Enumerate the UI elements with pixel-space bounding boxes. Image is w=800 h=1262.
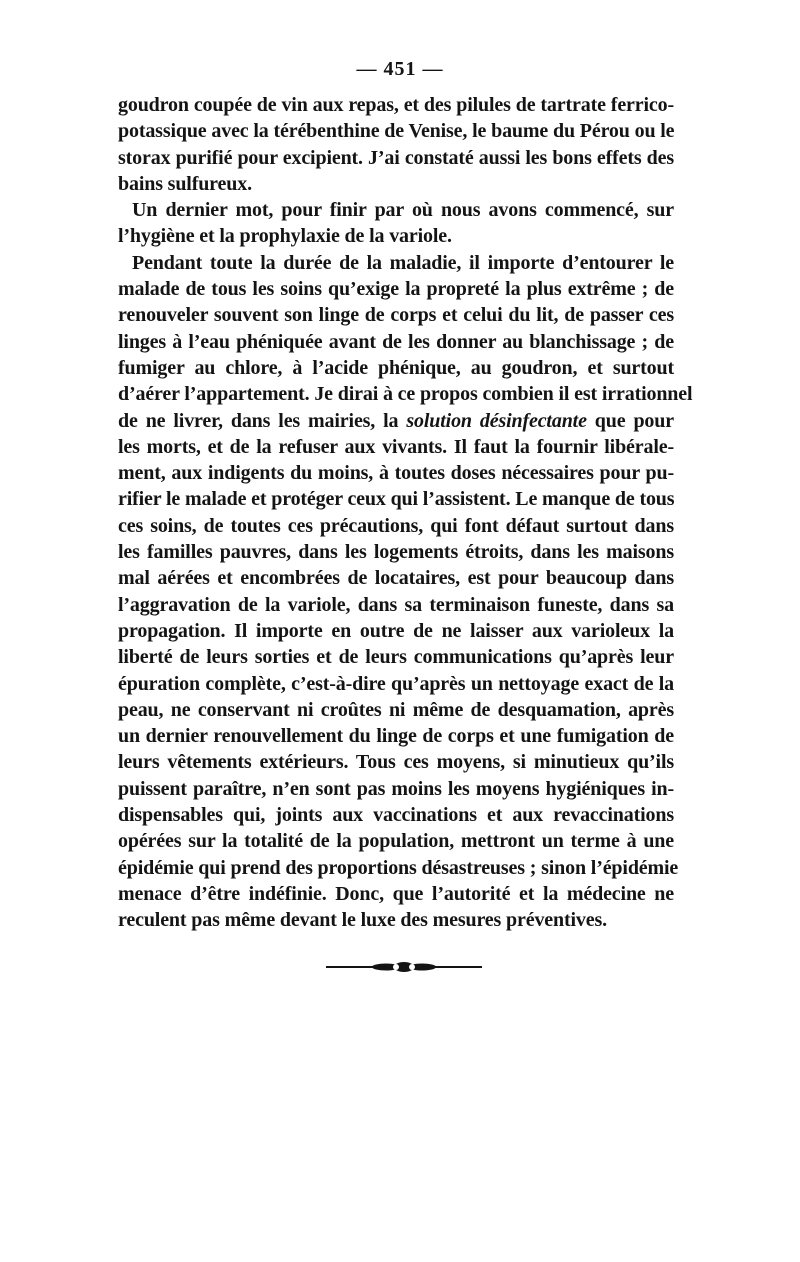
text-line: épuration complète, c’est-à-dire qu’après un nettoyage exact de la — [118, 672, 674, 695]
text-line: liberté de leurs sorties et de leurs communications qu’après leur — [118, 646, 674, 669]
text-line: reculent pas même devant le luxe des mesures préventives. — [118, 909, 607, 932]
text-line: ment, aux indigents du moins, à toutes doses nécessaires pour pu- — [118, 462, 674, 485]
text-line: de ne livrer, dans les mairies, la solution désinfectante que pour — [118, 409, 674, 432]
text-line: les morts, et de la refuser aux vivants. Il faut la fournir libérale- — [118, 435, 674, 458]
text-line: propagation. Il importe en outre de ne laisser aux varioleux la — [118, 619, 674, 642]
text-line: puissent paraître, n’en sont pas moins les moyens hygiéniques in- — [118, 777, 674, 800]
text-line: malade de tous les soins qu’exige la propreté la plus extrême ; de — [118, 278, 674, 301]
text-line: épidémie qui prend des proportions désastreuses ; sinon l’épidémie — [118, 856, 679, 879]
text-line: rifier le malade et protéger ceux qui l’assistent. Le manque de tous — [118, 488, 675, 511]
tailpiece-ornament-icon — [324, 960, 484, 974]
text-line: d’aérer l’appartement. Je dirai à ce propos combien il est irrationnel — [118, 383, 693, 406]
body-text — [118, 92, 693, 934]
paragraph — [118, 250, 693, 934]
text-line: Un dernier mot, pour finir par où nous avons commencé, sur — [132, 199, 674, 222]
text-line: mal aérées et encombrées de locataires, est pour beaucoup dans — [118, 567, 674, 590]
text-line: peau, ne conservant ni croûtes ni même de desquamation, après — [118, 698, 674, 721]
paragraph — [118, 197, 674, 250]
text-line: l’aggravation de la variole, dans sa terminaison funeste, dans sa — [118, 593, 674, 616]
text-line: potassique avec la térébenthine de Venise, le baume du Pérou ou le — [118, 120, 675, 143]
text-line: renouveler souvent son linge de corps et celui du lit, de passer ces — [118, 304, 674, 327]
text-line: fumiger au chlore, à l’acide phénique, au goudron, et surtout — [118, 356, 674, 379]
italic-term: solution désinfectante — [406, 409, 587, 432]
text-line: linges à l’eau phéniquée avant de les donner au blanchissage ; de — [118, 330, 674, 353]
text-line: bains sulfureux. — [118, 172, 252, 195]
text-line: les familles pauvres, dans les logements étroits, dans les maisons — [118, 541, 674, 564]
page-number: — 451 — — [356, 58, 444, 80]
paragraph — [118, 92, 674, 197]
text-line: storax purifié pour excipient. J’ai constaté aussi les bons effets des — [118, 146, 674, 169]
text-line: Pendant toute la durée de la maladie, il importe d’entourer le — [132, 251, 674, 274]
text-line: goudron coupée de vin aux repas, et des pilules de tartrate ferrico- — [118, 94, 674, 116]
text-line: ces soins, de toutes ces précautions, qui font défaut surtout dans — [118, 514, 674, 537]
text-line: leurs vêtements extérieurs. Tous ces moyens, si minutieux qu’ils — [118, 751, 674, 774]
text-line: opérées sur la totalité de la population, mettront un terme à une — [118, 830, 674, 853]
text-line: l’hygiène et la prophylaxie de la variole. — [118, 225, 452, 248]
text-line: un dernier renouvellement du linge de corps et une fumigation de — [118, 725, 674, 748]
text-line: menace d’être indéfinie. Donc, que l’autorité et la médecine ne — [118, 882, 674, 905]
text-line: dispensables qui, joints aux vaccinations et aux revaccinations — [118, 804, 674, 827]
